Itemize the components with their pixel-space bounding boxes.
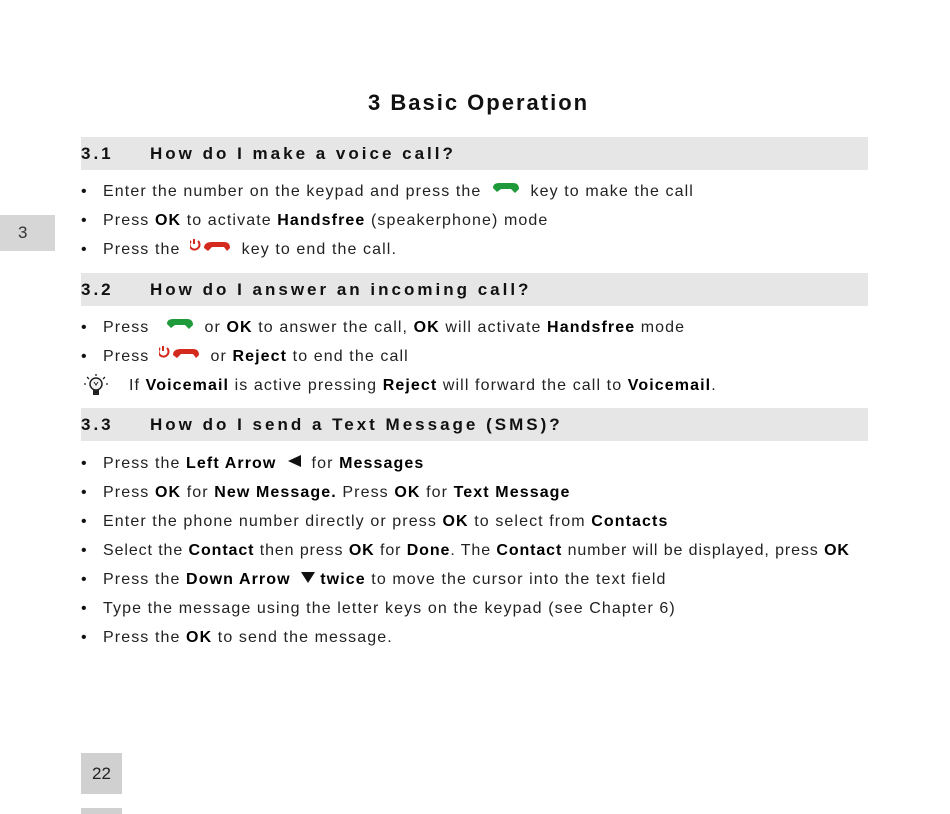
section-title: How do I answer an incoming call? bbox=[150, 279, 532, 299]
call-key-icon bbox=[165, 313, 195, 342]
list-item: • Press OK for New Message. Press OK for Text Message bbox=[81, 478, 850, 507]
page-number: 22 bbox=[81, 753, 122, 794]
list-item: • Press the Left Arrow for Messages bbox=[81, 449, 850, 478]
section-header-3-3 bbox=[81, 408, 868, 441]
section-title: How do I send a Text Message (SMS)? bbox=[150, 414, 563, 434]
chapter-title: 3 Basic Operation bbox=[368, 90, 590, 115]
list-item: • Press the OK to send the message. bbox=[81, 623, 850, 652]
list-item: • Select the Contact then press OK for Done. The Contact number will be displayed, press OK bbox=[81, 536, 850, 565]
left-arrow-icon bbox=[286, 449, 302, 478]
list-item: • Press the Down Arrow twice to move the cursor into the text field bbox=[81, 565, 850, 594]
section-3-3-list bbox=[81, 449, 850, 652]
call-key-icon bbox=[491, 177, 521, 206]
section-3-2-list bbox=[81, 313, 717, 400]
section-number: 3.2 bbox=[81, 279, 114, 299]
list-item: • Press or Reject to end the call bbox=[81, 342, 717, 371]
section-number: 3.1 bbox=[81, 143, 114, 163]
page-number-decoration bbox=[81, 808, 122, 814]
list-item: • Type the message using the letter keys on the keypad (see Chapter 6) bbox=[81, 594, 850, 623]
end-call-key-icon bbox=[190, 235, 232, 264]
list-item: • Press or OK to answer the call, OK will activate Handsfree mode bbox=[81, 313, 717, 342]
list-item: • Press OK to activate Handsfree (speakerphone) mode bbox=[81, 206, 694, 235]
list-item: • Press the key to end the call. bbox=[81, 235, 694, 264]
section-header-3-1 bbox=[81, 137, 868, 170]
down-arrow-icon bbox=[300, 565, 316, 594]
lightbulb-icon bbox=[83, 373, 109, 409]
end-call-key-icon bbox=[159, 342, 201, 371]
list-item: • Enter the number on the keypad and press the key to make the call bbox=[81, 177, 694, 206]
chapter-side-tab: 3 bbox=[0, 215, 55, 251]
list-item: • Enter the phone number directly or press OK to select from Contacts bbox=[81, 507, 850, 536]
section-title: How do I make a voice call? bbox=[150, 143, 456, 163]
section-number: 3.3 bbox=[81, 414, 114, 434]
section-header-3-2 bbox=[81, 273, 868, 306]
section-3-1-list bbox=[81, 177, 694, 264]
tip-item: If Voicemail is active pressing Reject will forward the call to Voicemail. bbox=[81, 371, 717, 400]
